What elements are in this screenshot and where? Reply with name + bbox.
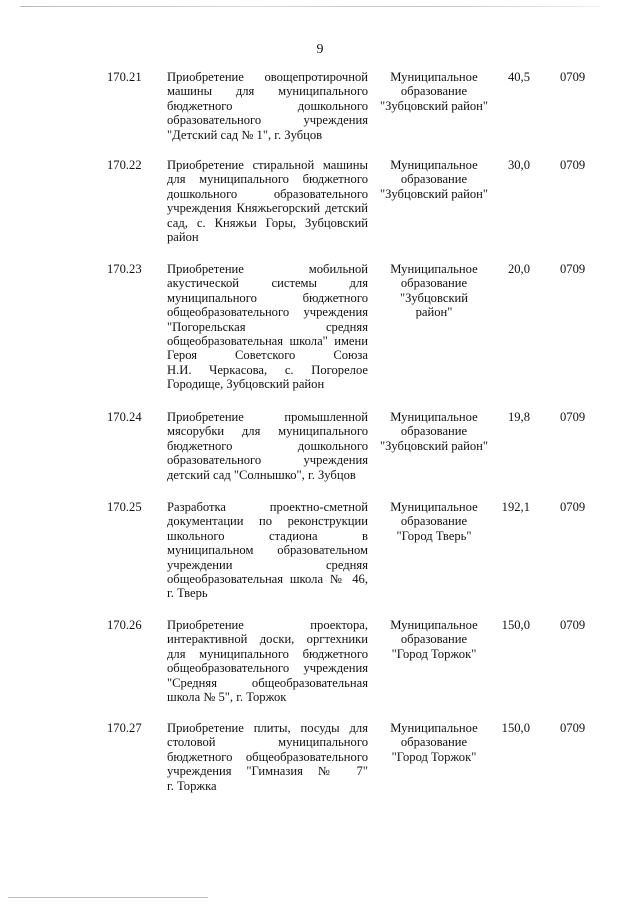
description-line: Н.И. Черкасова, с. Погорелое [167, 362, 368, 377]
row-amount: 20,0 [507, 262, 530, 276]
description-line: акустической системы для [167, 276, 368, 291]
description-line: общеобразовательная школа № 46, [167, 571, 368, 586]
row-amount: 19,8 [507, 410, 530, 424]
recipient-line: образование [400, 735, 468, 750]
description-line: столовой муниципального [167, 735, 368, 750]
description-line: Приобретение овощепротирочной [167, 70, 368, 84]
scan-edge-top [20, 6, 600, 7]
description-line: муниципальном образовательном [167, 543, 368, 558]
description-line: бюджетного дошкольного [167, 98, 368, 113]
description-line: Приобретение плиты, посуды для [167, 721, 368, 735]
description-line: Разработка проектно-сметной [167, 500, 368, 514]
description-line: сад, с. Княжьи Горы, Зубцовский [167, 215, 368, 230]
row-description [167, 262, 368, 392]
description-line: бюджетного общеобразовательного [167, 749, 368, 764]
recipient-line: Муниципальное [390, 721, 478, 735]
row-description [167, 158, 368, 244]
row-code: 0709 [560, 262, 586, 276]
row-code: 0709 [560, 70, 586, 84]
description-line: мясорубки для муниципального [167, 424, 368, 439]
description-line: Городище, Зубцовский район [167, 377, 325, 392]
description-line: для муниципального бюджетного [167, 646, 368, 661]
recipient-line: образование [400, 514, 468, 529]
recipient-line: образование [400, 172, 468, 187]
description-line: общеобразовательного учреждения [167, 661, 368, 676]
row-number: 170.25 [107, 500, 142, 514]
recipient-line: Муниципальное [390, 262, 478, 276]
description-line: г. Торжка [167, 778, 217, 793]
row-description [167, 70, 368, 142]
row-code: 0709 [560, 500, 586, 514]
recipient-line: "Зубцовский район" [379, 98, 489, 113]
description-line: Приобретение промышленной [167, 410, 368, 424]
description-line: учреждении средняя [167, 557, 368, 572]
row-amount: 30,0 [507, 158, 530, 172]
row-amount: 150,0 [501, 721, 530, 735]
recipient-line: "Город Торжок" [391, 646, 477, 661]
recipient-line: Муниципальное [390, 500, 478, 514]
recipient-line: Муниципальное [390, 410, 478, 424]
recipient-line: "Зубцовский [399, 290, 469, 305]
description-line: район [167, 229, 199, 244]
recipient-line: Муниципальное [390, 158, 478, 172]
row-number: 170.21 [107, 70, 142, 84]
row-amount: 40,5 [507, 70, 530, 84]
recipient-line: Муниципальное [390, 618, 478, 632]
row-recipient [378, 500, 490, 543]
row-recipient [378, 721, 490, 764]
description-line: учреждения "Гимназия № 7" [167, 764, 368, 779]
description-line: г. Тверь [167, 586, 208, 601]
row-number: 170.26 [107, 618, 142, 632]
description-line: детский сад "Солнышко", г. Зубцов [167, 467, 356, 482]
description-line: дошкольного образовательного [167, 186, 368, 201]
description-line: для муниципального бюджетного [167, 172, 368, 187]
description-line: учреждения Княжьегорский детский [167, 201, 368, 216]
description-line: "Средняя общеобразовательная [167, 675, 368, 690]
description-line: "Детский сад № 1", г. Зубцов [167, 127, 323, 142]
row-description [167, 410, 368, 482]
recipient-line: "Город Тверь" [396, 528, 472, 543]
row-description [167, 721, 368, 793]
recipient-line: образование [400, 632, 468, 647]
row-code: 0709 [560, 618, 586, 632]
description-line: общеобразовательная школа" имени [167, 333, 368, 348]
row-amount: 192,1 [501, 500, 530, 514]
row-amount: 150,0 [501, 618, 530, 632]
description-line: образовательного учреждения [167, 453, 368, 468]
description-line: бюджетного дошкольного [167, 438, 368, 453]
recipient-line: "Зубцовский район" [379, 438, 489, 453]
recipient-line: "Зубцовский район" [379, 186, 489, 201]
recipient-line: образование [400, 276, 468, 291]
description-line: школа № 5", г. Торжок [167, 689, 287, 704]
row-description [167, 618, 368, 704]
description-line: машины для муниципального [167, 84, 368, 99]
row-number: 170.23 [107, 262, 142, 276]
recipient-line: "Город Торжок" [391, 749, 477, 764]
recipient-line: район" [415, 305, 453, 320]
row-description [167, 500, 368, 601]
description-line: "Погорельская средняя [167, 319, 368, 334]
row-recipient [378, 70, 490, 113]
scan-edge-bottom [8, 897, 208, 898]
row-number: 170.27 [107, 721, 142, 735]
row-recipient [378, 410, 490, 453]
recipient-line: образование [400, 84, 468, 99]
description-line: Приобретение мобильной [167, 262, 368, 276]
row-recipient [378, 618, 490, 661]
description-line: интерактивной доски, оргтехники [167, 632, 368, 647]
description-line: муниципального бюджетного [167, 290, 368, 305]
row-code: 0709 [560, 410, 586, 424]
description-line: Приобретение проектора, [167, 618, 368, 632]
description-line: общеобразовательного учреждения [167, 305, 368, 320]
description-line: Героя Советского Союза [167, 348, 368, 363]
recipient-line: Муниципальное [390, 70, 478, 84]
description-line: документации по реконструкции [167, 514, 368, 529]
description-line: образовательного учреждения [167, 113, 368, 128]
description-line: школьного стадиона в [167, 528, 368, 543]
page-number: 9 [316, 42, 324, 57]
row-code: 0709 [560, 721, 586, 735]
row-code: 0709 [560, 158, 586, 172]
row-number: 170.22 [107, 158, 142, 172]
row-number: 170.24 [107, 410, 142, 424]
row-recipient [378, 262, 490, 320]
recipient-line: образование [400, 424, 468, 439]
description-line: Приобретение стиральной машины [167, 158, 368, 172]
row-recipient [378, 158, 490, 201]
